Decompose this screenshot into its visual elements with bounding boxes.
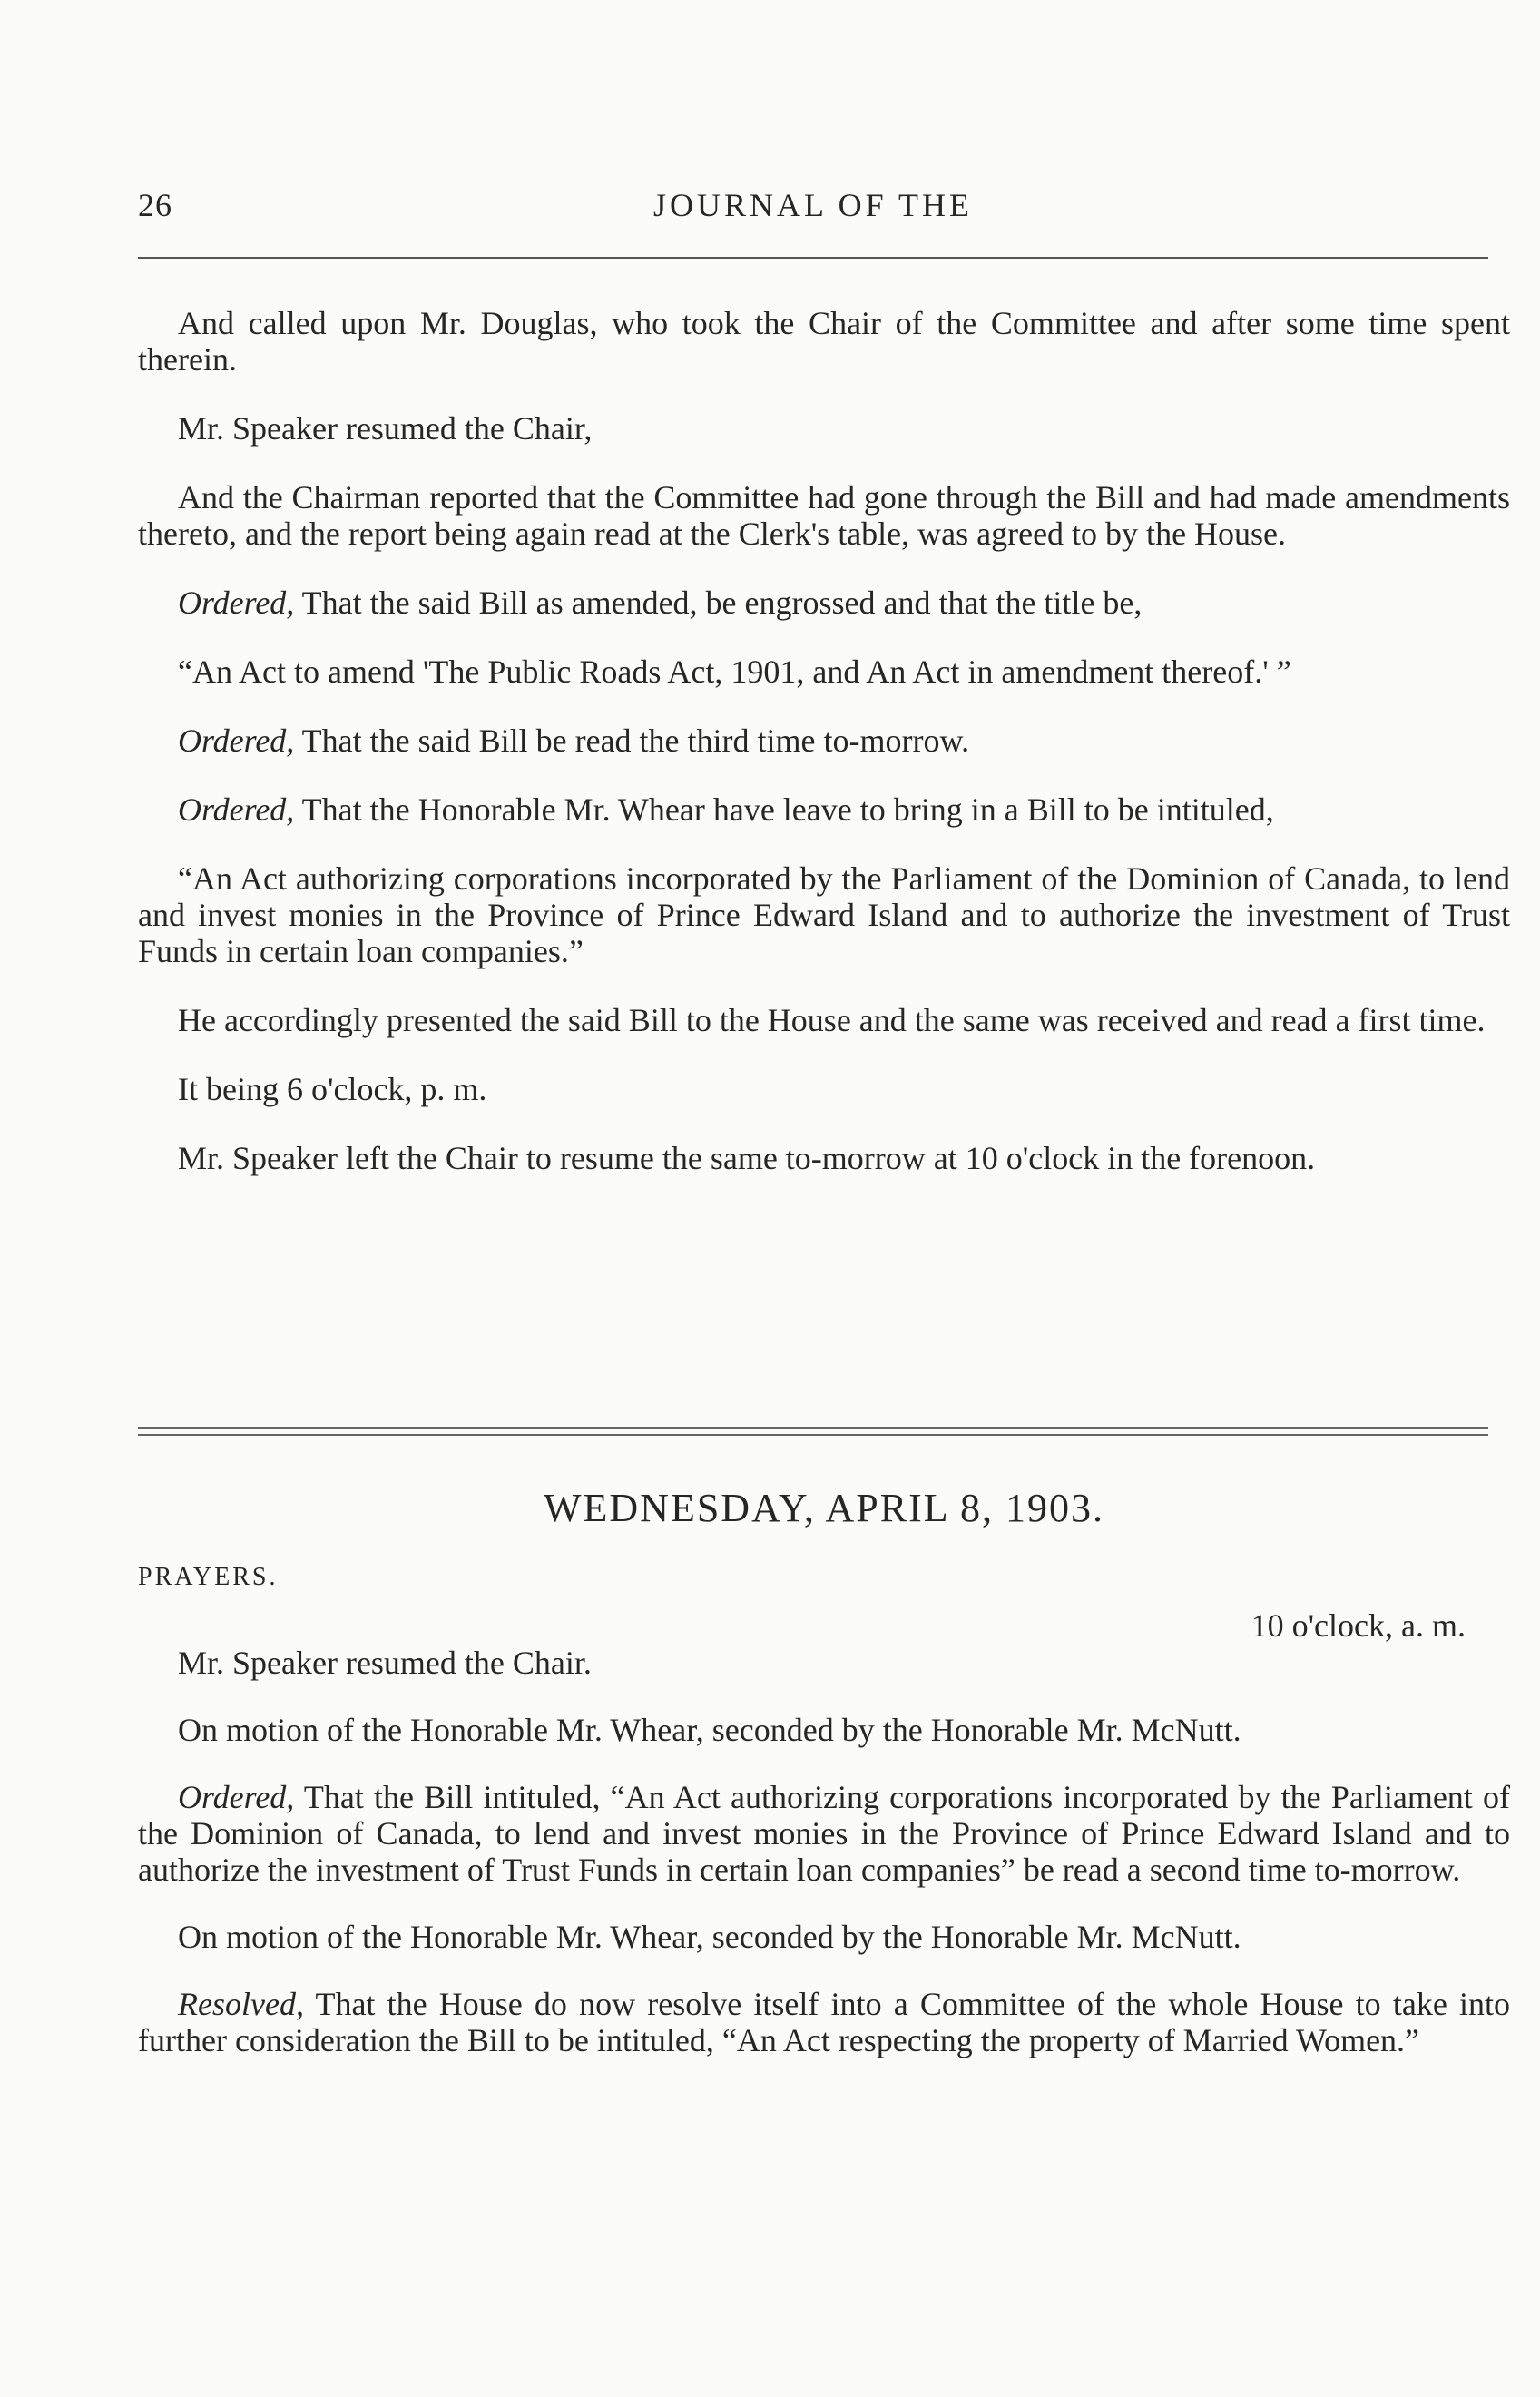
paragraph: Ordered, That the Bill intituled, “An Act authorizing corporations incorporated by the Parliament of the Dominion of Canada, to lend and invest monies in the Province of Prince Edward Island and to authorize the investment of Trust Funds in certain loan companies” be read a second time to-morrow. <box>138 1779 1510 1888</box>
paragraph: On motion of the Honorable Mr. Whear, seconded by the Honorable Mr. McNutt. <box>178 1712 1241 1748</box>
paragraph: Mr. Speaker resumed the Chair, <box>178 410 593 447</box>
paragraph: And the Chairman reported that the Committee had gone through the Bill and had made amendments thereto, and the report being again read at the Clerk's table, was agreed to by the House. <box>138 479 1510 552</box>
section-divider <box>138 1427 1488 1429</box>
section-proceedings-continued <box>138 305 1510 1209</box>
paragraph: Mr. Speaker resumed the Chair. <box>178 1645 592 1681</box>
paragraph: He accordingly presented the said Bill to the House and the same was received and read a first time. <box>178 1002 1486 1038</box>
sitting-time: 10 o'clock, a. m. <box>1251 1607 1466 1644</box>
paragraph: On motion of the Honorable Mr. Whear, seconded by the Honorable Mr. McNutt. <box>178 1919 1241 1955</box>
paragraph: Ordered, That the said Bill as amended, be engrossed and that the title be, <box>178 585 1143 621</box>
paragraph: Ordered, That the said Bill be read the third time to-morrow. <box>178 722 970 759</box>
section-wednesday-proceedings <box>138 1645 1510 2089</box>
page-number: 26 <box>138 187 172 223</box>
paragraph: Ordered, That the Honorable Mr. Whear have leave to bring in a Bill to be intituled, <box>178 791 1274 828</box>
paragraph: And called upon Mr. Douglas, who took the Chair of the Committee and after some time spent therein. <box>138 305 1510 378</box>
paragraph: Resolved, That the House do now resolve itself into a Committee of the whole House to take into further consideration the Bill to be intituled, “An Act respecting the property of Married Women.” <box>138 1986 1510 2058</box>
prayers-label: PRAYERS. <box>138 1563 279 1591</box>
paragraph: It being 6 o'clock, p. m. <box>178 1071 487 1107</box>
header-rule <box>138 257 1488 259</box>
date-heading: WEDNESDAY, APRIL 8, 1903. <box>544 1486 1104 1530</box>
paragraph: “An Act to amend 'The Public Roads Act, 1901, and An Act in amendment thereof.' ” <box>178 653 1291 690</box>
running-title: JOURNAL OF THE <box>652 187 973 223</box>
paragraph: “An Act authorizing corporations incorporated by the Parliament of the Dominion of Canada, to lend and invest monies in the Province of Prince Edward Island and to authorize the investment of Trust Funds in certain loan companies.” <box>138 860 1510 969</box>
running-head <box>138 186 1488 231</box>
section-divider <box>138 1434 1488 1436</box>
paragraph: Mr. Speaker left the Chair to resume the same to-morrow at 10 o'clock in the forenoon. <box>178 1140 1316 1176</box>
